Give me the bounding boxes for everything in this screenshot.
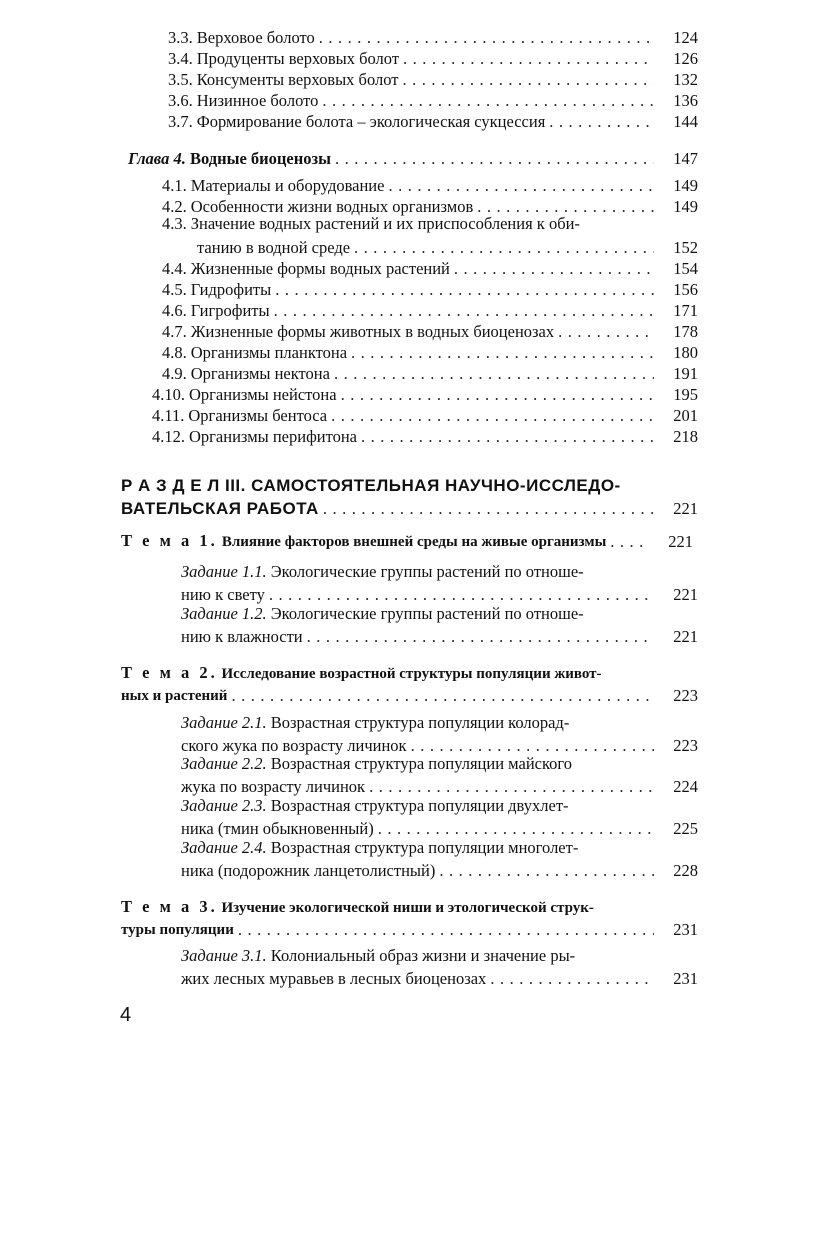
toc-entry-3-4 [168,47,658,69]
entry-page: 221 [673,585,698,604]
task-label: Задание 1.1. [181,562,267,581]
entry-title: Формирование болота – экологическая сукцессия [196,112,546,131]
task-1-1-line2 [181,583,658,605]
entry-number: 3.7. [168,112,193,131]
entry-number: 4.7. [162,322,187,341]
task-title: Возрастная структура популяции двухлет- [270,796,569,815]
entry-title: Низинное болото [196,91,319,110]
task-2-1-line1 [181,713,569,735]
entry-page: 228 [673,861,698,880]
entry-page: 147 [673,149,698,168]
entry-number: 3.5. [168,70,193,89]
task-label: Задание 3.1. [181,946,267,965]
entry-title: Верховое болото [196,28,315,47]
entry-number: 3.3. [168,28,193,47]
leader-dots [238,920,654,940]
chapter-label: Глава 4. [128,149,186,168]
leader-dots [323,499,654,519]
leader-dots [490,969,654,989]
leader-dots [369,777,654,797]
entry-page: 231 [673,920,698,939]
task-1-1-line1 [181,562,584,584]
leader-dots [275,280,654,300]
leader-dots [331,406,654,426]
entry-number: 4.8. [162,343,187,362]
toc-entry-3-6 [168,89,658,111]
leader-dots [351,343,654,363]
entry-page: 225 [673,819,698,838]
entry-page: 180 [673,343,698,362]
entry-page: 126 [673,49,698,68]
entry-title: Гигрофиты [190,301,270,320]
task-label: Задание 1.2. [181,604,267,623]
task-title-cont: нию к влажности [181,627,303,646]
task-title-cont: ника (подорожник ланцетолистный) [181,861,436,880]
task-label: Задание 2.4. [181,838,267,857]
entry-page: 218 [673,427,698,446]
entry-title: Организмы бентоса [188,406,328,425]
entry-title: Материалы и оборудование [190,176,385,195]
task-3-1-line1 [181,946,575,968]
entry-title: Значение водных растений и их приспособления к оби- [190,214,580,233]
leader-dots [402,70,654,90]
entry-page: 154 [673,259,698,278]
tema-1-heading [121,530,651,552]
task-label: Задание 2.2. [181,754,267,773]
tema-label: Т е м а 2. [121,663,218,682]
entry-page: 132 [673,70,698,89]
entry-page: 221 [668,532,693,551]
leader-dots [454,259,654,279]
entry-number: 3.4. [168,49,193,68]
tema-title: Исследование возрастной структуры популяции живот- [221,666,602,682]
entry-number: 4.1. [162,176,187,195]
entry-page: 171 [673,301,698,320]
entry-number: 4.2. [162,197,187,216]
entry-page: 136 [673,91,698,110]
leader-dots [558,322,654,342]
task-label: Задание 2.1. [181,713,267,732]
task-2-3-line2 [181,817,658,839]
leader-dots [354,238,654,258]
toc-entry-4-6 [162,299,658,321]
entry-number: 4.9. [162,364,187,383]
entry-page: 152 [673,238,698,257]
leader-dots [334,364,654,384]
tema-title-cont: туры популяции [121,922,234,938]
razdel-3-line1: Р А З Д Е Л III. САМОСТОЯТЕЛЬНАЯ НАУЧНО-ИССЛЕДО- [121,476,621,495]
leader-dots [439,861,654,881]
entry-number: 4.6. [162,301,187,320]
leader-dots [361,427,654,447]
toc-entry-4-12 [152,425,658,447]
tema-3-line1 [121,897,594,919]
entry-page: 191 [673,364,698,383]
entry-number: 4.11. [152,406,185,425]
task-2-3-line1 [181,796,569,818]
leader-dots [610,532,647,552]
entry-page: 178 [673,322,698,341]
task-title: Экологические группы растений по отноше- [270,562,584,581]
tema-2-line1 [121,663,602,685]
razdel-3-line2 [121,497,658,519]
entry-number: 4.12. [152,427,185,446]
leader-dots [307,627,654,647]
page-number: 4 [120,1004,132,1026]
entry-number: 3.6. [168,91,193,110]
toc-entry-4-1 [162,174,658,196]
entry-page: 221 [673,499,698,518]
task-title-cont: жука по возрасту личинок [181,777,366,796]
toc-entry-3-5 [168,68,658,90]
leader-dots [341,385,654,405]
leader-dots [322,91,654,111]
entry-title: Организмы перифитона [189,427,358,446]
toc-entry-4-5 [162,278,658,300]
leader-dots [335,149,654,169]
task-1-2-line1 [181,604,584,626]
entry-title: Особенности жизни водных организмов [190,197,474,216]
leader-dots [388,176,654,196]
tema-label: Т е м а 1. [121,531,218,550]
toc-entry-4-10 [152,383,658,405]
tema-3-line2 [121,918,658,940]
task-label: Задание 2.3. [181,796,267,815]
task-2-1-line2 [181,734,658,756]
task-title-cont: жих лесных муравьев в лесных биоценозах [181,969,487,988]
entry-title: Жизненные формы животных в водных биоценозах [190,322,555,341]
leader-dots [231,686,654,706]
task-2-4-line1 [181,838,578,860]
entry-title: Гидрофиты [190,280,272,299]
task-title: Возрастная структура популяции колорад- [270,713,570,732]
task-title: Возрастная структура популяции многолет- [270,838,579,857]
task-title-cont: ника (тмин обыкновенный) [181,819,374,838]
entry-page: 223 [673,686,698,705]
leader-dots [411,736,654,756]
leader-dots [403,49,654,69]
tema-2-line2 [121,684,658,706]
toc-entry-4-9 [162,362,658,384]
entry-page: 224 [673,777,698,796]
entry-page: 201 [673,406,698,425]
entry-page: 156 [673,280,698,299]
tema-title-cont: ных и растений [121,688,228,704]
tema-title: Изучение экологической ниши и этологической струк- [221,900,594,916]
toc-entry-3-3 [168,26,658,48]
entry-title: Консументы верховых болот [196,70,399,89]
leader-dots [319,28,654,48]
task-2-2-line1 [181,754,572,776]
entry-page: 221 [673,627,698,646]
toc-entry-4-7 [162,320,658,342]
task-title: Экологические группы растений по отноше- [270,604,584,623]
leader-dots [269,585,654,605]
entry-title-cont: танию в водной среде [197,238,351,257]
entry-title: Продуценты верховых болот [196,49,400,68]
task-title-cont: ского жука по возрасту личинок [181,736,407,755]
task-2-2-line2 [181,775,658,797]
entry-title: Организмы нектона [190,364,330,383]
leader-dots [549,112,654,132]
chapter-4-heading [128,147,658,169]
entry-number: 4.4. [162,259,187,278]
leader-dots [274,301,654,321]
razdel-title-cont: ВАТЕЛЬСКАЯ РАБОТА [121,499,319,518]
task-3-1-line2 [181,967,658,989]
entry-title: Организмы планктона [190,343,348,362]
tema-title: Влияние факторов внешней среды на живые организмы [221,534,607,550]
toc-entry-4-11 [152,404,658,426]
toc-entry-4-3-line1 [162,214,580,236]
entry-page: 149 [673,197,698,216]
entry-page: 195 [673,385,698,404]
entry-page: 231 [673,969,698,988]
tema-label: Т е м а 3. [121,897,218,916]
task-2-4-line2 [181,859,658,881]
task-title: Возрастная структура популяции майского [270,754,573,773]
task-title: Колониальный образ жизни и значение ры- [270,946,576,965]
task-1-2-line2 [181,625,658,647]
toc-entry-4-8 [162,341,658,363]
entry-page: 124 [673,28,698,47]
entry-title: Организмы нейстона [189,385,337,404]
entry-number: 4.3. [162,214,187,233]
toc-entry-3-7 [168,110,658,132]
task-title-cont: нию к свету [181,585,265,604]
entry-number: 4.5. [162,280,187,299]
entry-page: 149 [673,176,698,195]
toc-entry-4-4 [162,257,658,279]
entry-page: 223 [673,736,698,755]
entry-page: 144 [673,112,698,131]
leader-dots [378,819,654,839]
entry-title: Жизненные формы водных растений [190,259,450,278]
entry-number: 4.10. [152,385,185,404]
toc-entry-4-3-line2 [197,236,658,258]
chapter-title: Водные биоценозы [189,149,332,168]
